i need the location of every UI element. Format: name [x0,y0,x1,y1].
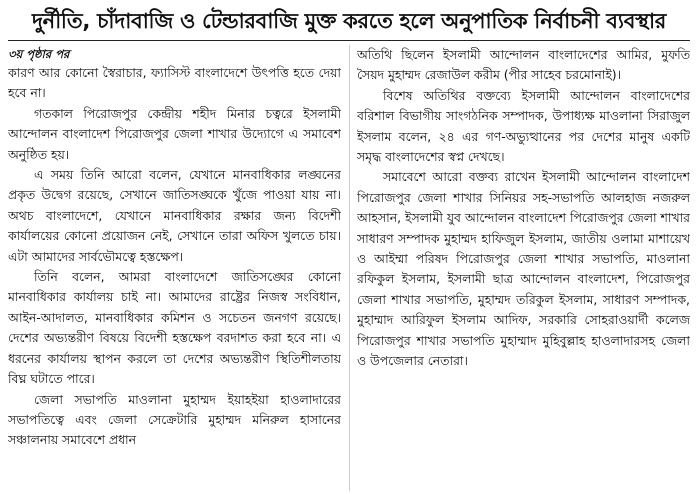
left-column [8,45,341,491]
paragraph: জেলা সভাপতি মাওলানা মুহাম্মদ ইয়াহইয়া হাওলাদারের সভাপতিত্বে এবং জেলা সেক্রেটারি মুহাম্মদ মনিরুল হাসানের সঞ্চালনায় সমাবেশে প্রধান [8,391,341,448]
paragraph: গতকাল পিরোজপুর কেন্দ্রীয় শহীদ মিনার চত্বরে ইসলামী আন্দোলন বাংলাদেশ পিরোজপুর জেলা শাখার উদ্যোগে এ সমাবেশ অনুষ্ঠিত হয়। [8,105,341,162]
article-columns [8,45,690,491]
headline: দুর্নীতি, চাঁদাবাজি ও টেন্ডারবাজি মুক্ত করতে হলে অনুপাতিক নির্বাচনী ব্যবস্থার [31,9,667,33]
right-column [357,45,690,491]
continuation-label: ৩য় পৃষ্ঠার পর [8,47,70,61]
column-divider [349,45,350,491]
paragraph: বিশেষ অতিথির বক্তব্যে ইসলামী আন্দোলন বাংলাদেশের বরিশাল বিভাগীয় সাংগঠনিক সম্পাদক, উপাধ্যক্ষ মাওলানা সিরাজুল ইসলাম বলেন, ২৪ এর গণ-অভ্যুত্থানের পর দেশের মানুষ একটি সমৃদ্ধ বাংলাদেশের স্বপ্ন দেখছে। [357,87,690,165]
paragraph: সমাবেশে আরো বক্তব্য রাখেন ইসলামী আন্দোলন বাংলাদেশ পিরোজপুর জেলা শাখার সিনিয়র সহ-সভাপতি আলহাজ নজরুল আহসান, ইসলামী যুব আন্দোলন বাংলাদেশ পিরোজপুর জেলা শাখার সাধারণ সম্পাদক মুহাম্মদ হাফিজুল ইসলাম, জাতীয় ওলামা মাশায়েখ ও আইম্মা পরিষদ পিরোজপুর জেলা শাখার সভাপতি, মাওলানা রফিকুল ইসলাম, ইসলামী ছাত্র আন্দোলন বাংলাদেশ, পিরোজপুর জেলা শাখার সভাপতি, মুহাম্মদ তরিকুল ইসলাম, সাধারণ সম্পাদক, মুহাম্মাদ আরিফুল ইসলাম আদিফ, সরকারি সোহরাওয়ার্দী কলেজ পিরোজপুর শাখার সভাপতি মুহাম্মাদ মুহিবুল্লাহ হাওলাদারসহ জেলা ও উপজেলার নেতারা। [357,169,690,369]
paragraph: অতিথি ছিলেন ইসলামী আন্দোলন বাংলাদেশের আমির, মুফতি সৈয়দ মুহাম্মদ রেজাউল করীম (পীর সাহেব চরমোনাই)। [357,47,690,83]
paragraph: এ সময় তিনি আরো বলেন, যেখানে মানবাধিকার লঙ্ঘনের প্রকৃত উদ্বেগ রয়েছে, সেখানে জাতিসঙ্ঘকে খুঁজে পাওয়া যায় না। অথচ বাংলাদেশে, যেখানে মানবাধিকার রক্ষার জন্য বিদেশী কার্যালয়ের কোনো প্রয়োজন নেই, সেখানে তারা অফিস খুলতে চায়। এটা আমাদের সার্বভৌমত্বে হস্তক্ষেপ। [8,167,341,264]
headline-rule [8,40,690,41]
paragraph: তিনি বলেন, আমরা বাংলাদেশে জাতিসঙ্ঘের কোনো মানবাধিকার কার্যালয় চাই না। আমাদের রাষ্ট্রের নিজস্ব সংবিধান, আইন-আদালত, মানবাধিকার কমিশন ও সচেতন জনগণ রয়েছে। দেশের অভ্যন্তরীণ বিষয়ে বিদেশী হস্তক্ষেপ বরদাশত করা হবে না। এ ধরনের কার্যালয় স্থাপন করলে তা দেশের অভ্যন্তরীণ স্থিতিশীলতায় বিঘ্ন ঘটাতে পারে। [8,269,341,387]
paragraph: কারণ আর কোনো স্বৈরাচার, ফ্যাসিস্ট বাংলাদেশে উৎপত্তি হতে দেয়া হবে না। [8,65,341,101]
